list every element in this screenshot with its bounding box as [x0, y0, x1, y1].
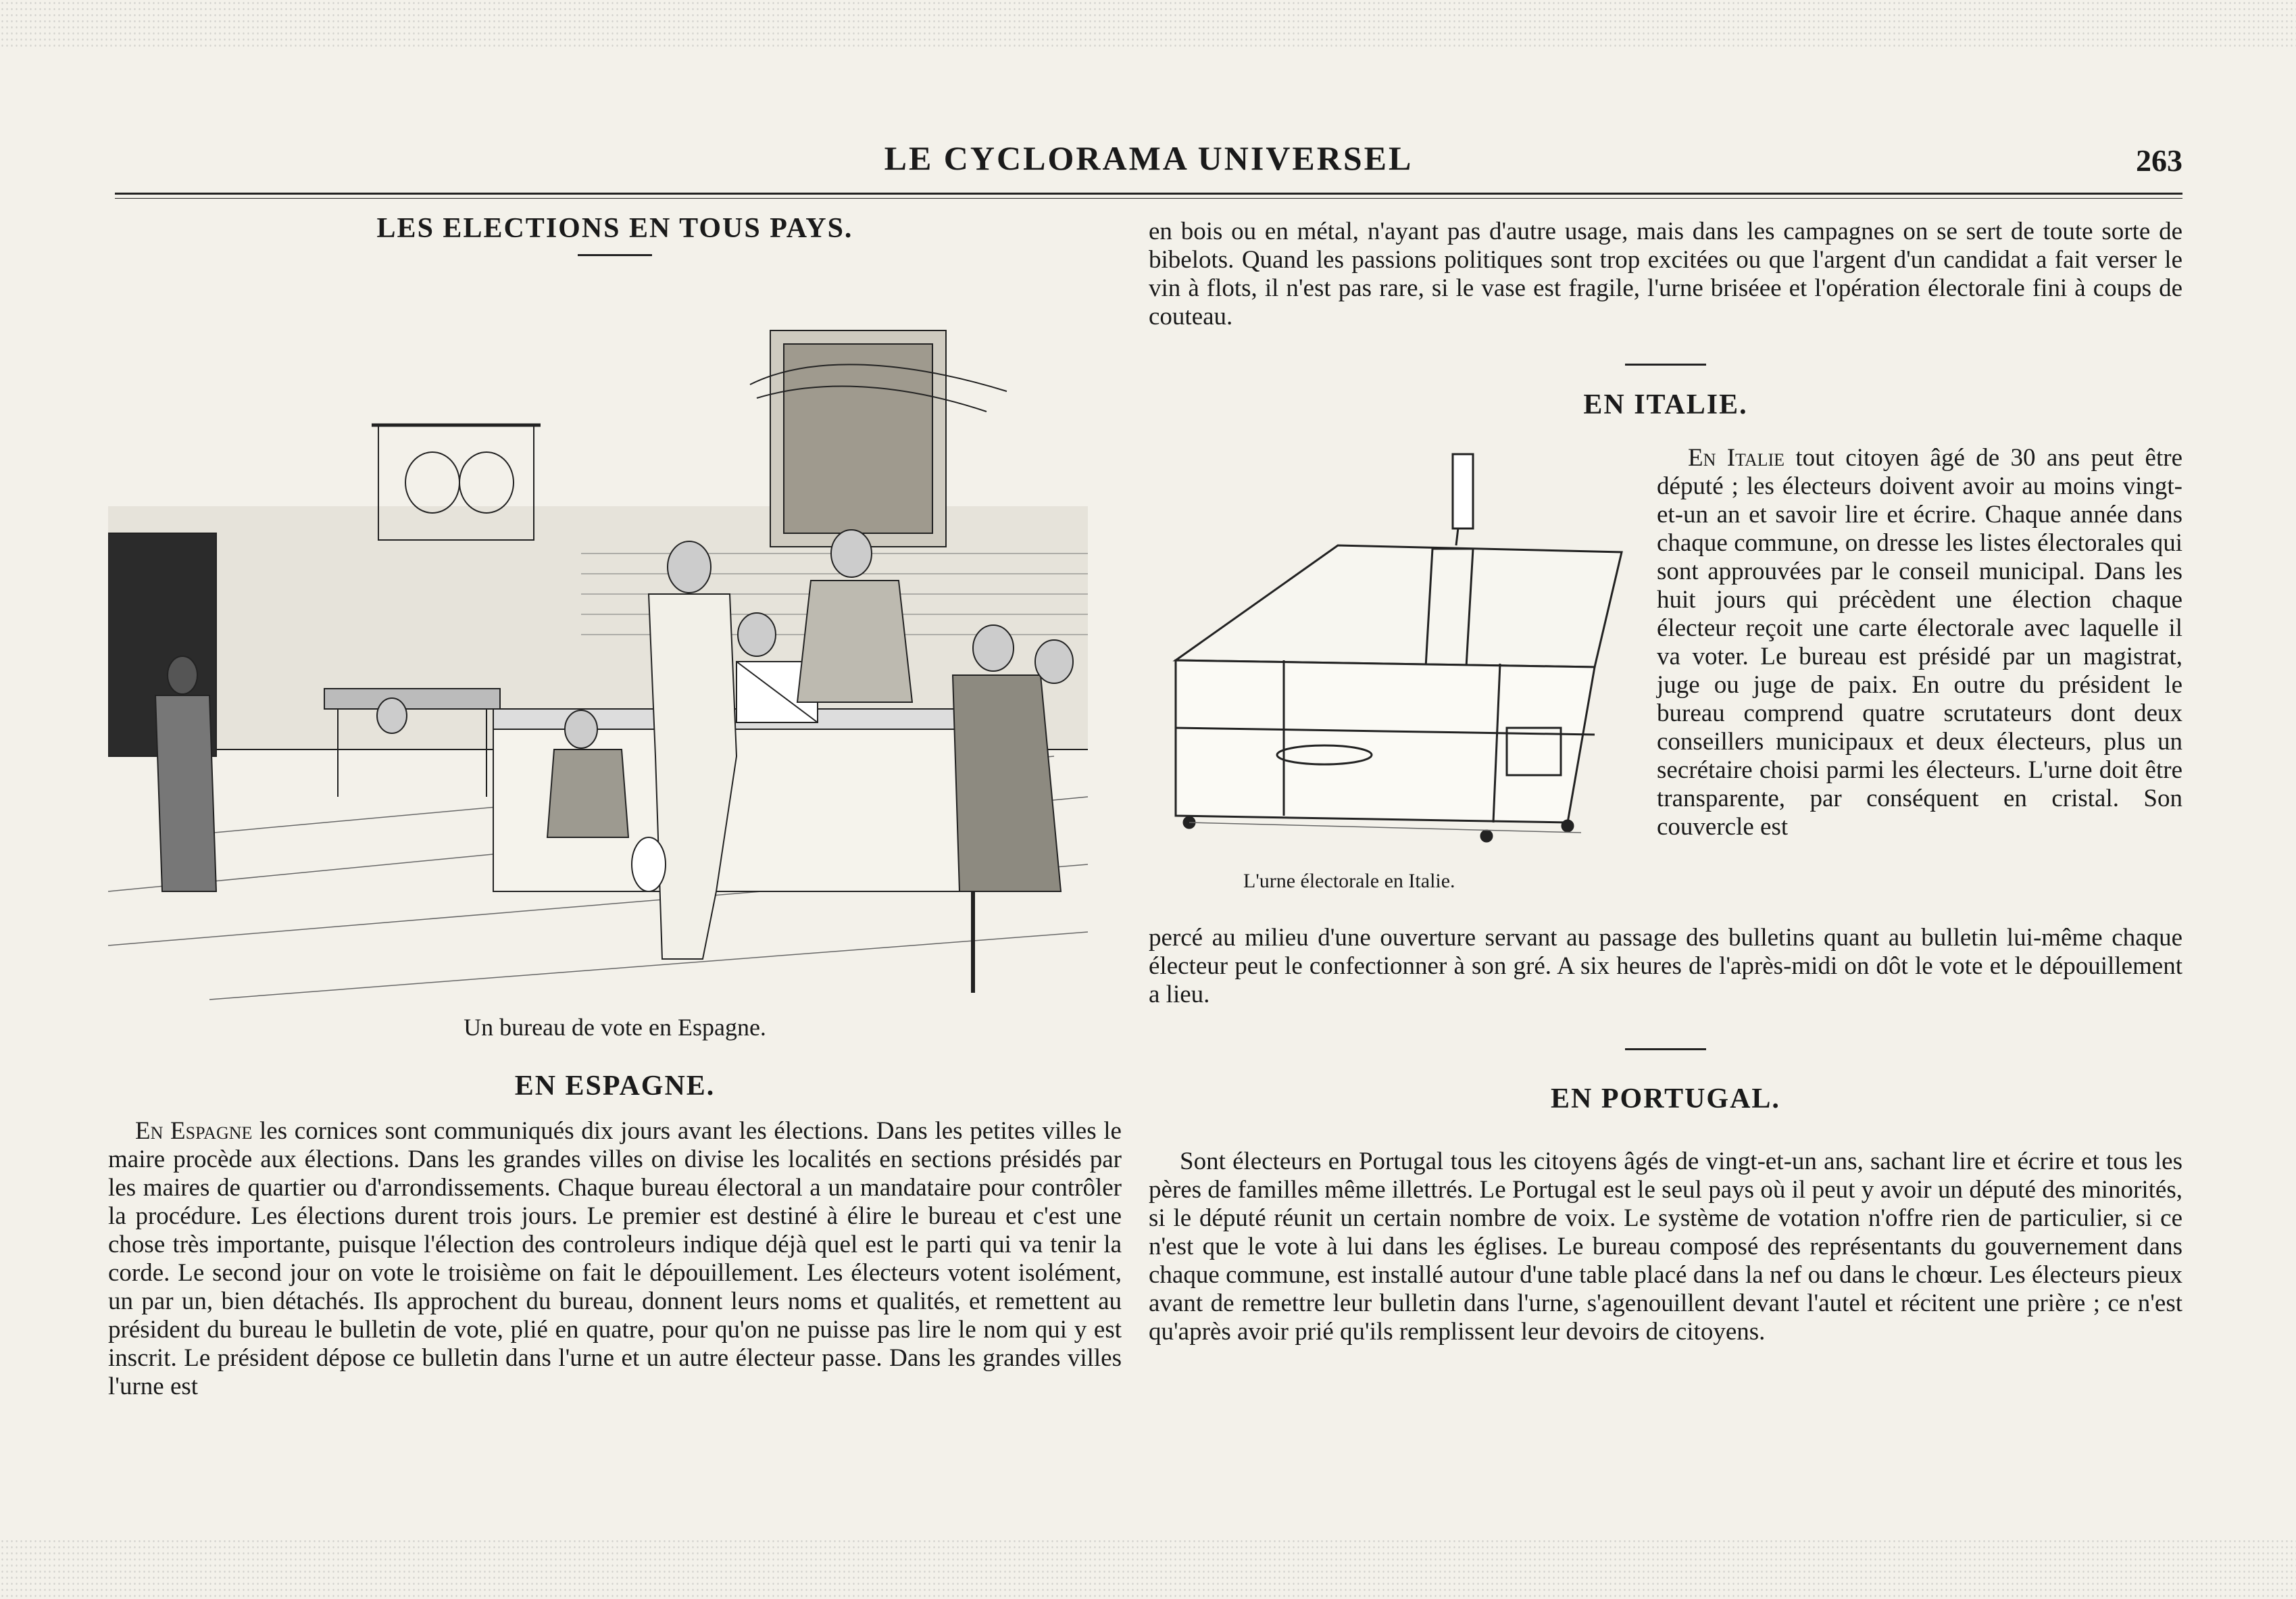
journal-title: LE CYCLORAMA UNIVERSEL: [884, 139, 1414, 177]
left-column: [108, 203, 1122, 1401]
title-rule: [578, 254, 652, 256]
paper-speckle-bottom: [0, 1538, 2296, 1599]
separator-rule-2: [1625, 1048, 1706, 1050]
separator-rule-1: [1625, 364, 1706, 366]
spain-paragraph: [108, 1117, 1122, 1401]
right-column: [1149, 203, 2182, 1346]
page-number: 263: [2136, 143, 2182, 178]
italy-block: [1149, 444, 2182, 924]
header-rule: [115, 193, 2182, 195]
urn-figure: [1149, 444, 1635, 917]
figure-caption: Un bureau de vote en Espagne.: [464, 1014, 766, 1041]
continuation-paragraph: en bois ou en métal, n'ayant pas d'autre usage, mais dans les campagnes on se sert de toute sorte de bibelots. Quand les passions politiques sont trop excitées ou que l'argent d'un candidat a fait verser le vin à flots, il n'est pas rare, si le vase est fragile, l'urne briséee et l'opération électorale fini à coups de couteau.: [1149, 218, 2182, 330]
section-title: LES ELECTIONS EN TOUS PAYS.: [376, 213, 853, 244]
spain-title: EN ESPAGNE.: [514, 1071, 716, 1102]
ballot-box-engraving-icon: [1149, 444, 1635, 863]
polling-station-engraving-icon: [108, 283, 1122, 1006]
italy-lead: En Italie: [1688, 444, 1785, 472]
paper-speckle-top: [0, 0, 2296, 47]
polling-station-figure: [108, 283, 1122, 1067]
running-head: [115, 139, 2182, 186]
spain-text: les cornices sont communiqués dix jours avant les élections. Dans les petites villes le maire procède aux élections. Dans les grandes villes on divise les localités en sections présidés par les maires de quartier ou d'arrondissements. Chaque bureau électoral a un mandataire pour contrôler la procédure. Les élections durent trois jours. Le premier est destiné à élire le bureau et c'est une chose très importante, puisque l'élection des controleurs indique déjà quel est le parti qui va tenir la corde. Le second jour on vote le troisième on fait le dépouillement. Les électeurs votent isolément, un par un, bien détachés. Ils approchent du bureau, donnent leurs noms et qualités, et remettent au président du bureau le bulletin de vote, plié en quatre, pour qu'on ne puisse pas lire le nom qui y est inscrit. Le président dépose ce bulletin dans l'urne et un autre électeur passe. Dans les grandes villes l'urne est: [108, 1117, 1122, 1400]
italy-paragraph-full: percé au milieu d'une ouverture servant au passage des bulletins quant au bulletin lui-même chaque électeur peut le confectionner à son gré. A six heures de l'après-midi on dôt le vote et le dépouillement a lieu.: [1149, 924, 2182, 1008]
portugal-paragraph: Sont électeurs en Portugal tous les citoyens âgés de vingt-et-un ans, sachant lire et écrire et tous les pères de familles même illettrés. Le Portugal est le seul pays où il peut y avoir un député des minorités, si le député réunit un certain nombre de voix. Le système de votation n'offre rien de particulier, si ce n'est que le vote à lui dans les églises. Le bureau composé des représentants du gouvernement dans chaque commune, est installé autour d'une table placé dans la nef ou dans le chœur. Les électeurs pieux avant de remettre leur bulletin dans l'urne, s'agenouillent devant l'autel et récitent une prière ; ce n'est qu'après avoir prié qu'ils remplissent leur devoirs de citoyens.: [1149, 1148, 2182, 1346]
header-rule-thin: [115, 198, 2182, 199]
urn-caption: L'urne électorale en Italie.: [1243, 870, 1455, 892]
spain-lead: En Espagne: [135, 1117, 253, 1145]
portugal-title: EN PORTUGAL.: [1551, 1083, 1780, 1114]
italy-title: EN ITALIE.: [1583, 389, 1748, 420]
italy-paragraph-wrapped: [1657, 444, 2182, 841]
italy-text-wrapped: tout citoyen âgé de 30 ans peut être député ; les électeurs doivent avoir au moins vingt-et-un an et savoir lire et écrire. Chaque année dans chaque commune, on dresse les listes électorales qui sont approuvées par le conseil municipal. Dans les huit jours qui précèdent une élection chaque électeur reçoit une carte électorale avec laquelle il va voter. Le bureau est présidé par un magistrat, juge ou juge de paix. En outre du président le bureau comprend quatre scrutateurs dont deux conseillers municipaux et deux électeurs, plus un secrétaire choisi parmi les électeurs. L'urne doit être transparente, par conséquent en cristal. Son couvercle est: [1657, 444, 2182, 841]
